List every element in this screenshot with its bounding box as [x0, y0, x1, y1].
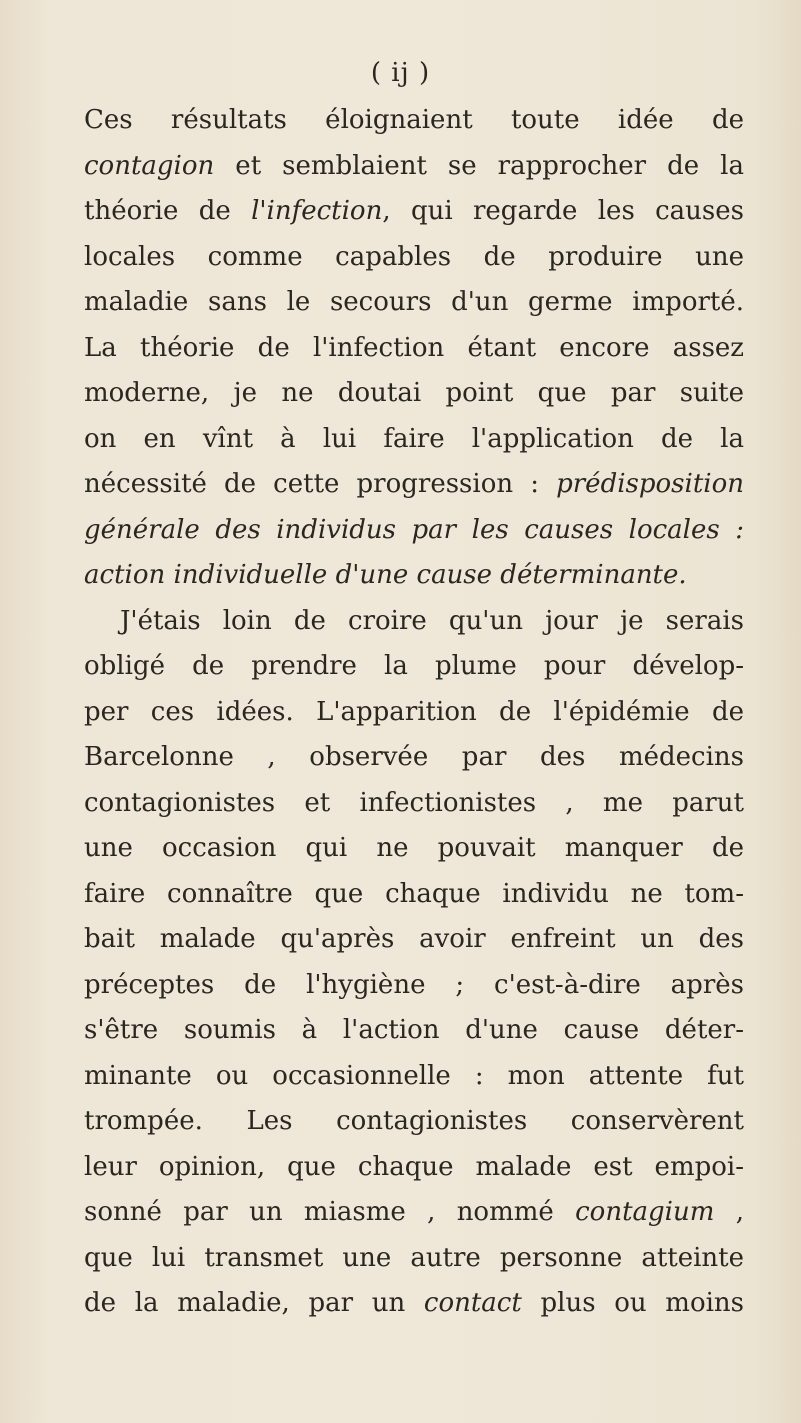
text-line: locales comme capables de produire une: [84, 241, 744, 272]
text-line: préceptes de l'hygiène ; c'est-à-dire après: [84, 969, 744, 1000]
italic-term: contagion: [84, 150, 215, 181]
text-line: obligé de prendre la plume pour dévelop-: [84, 651, 744, 681]
text-line: J'étais loin de croire qu'un jour je serais: [120, 605, 744, 636]
text-line: Barcelonne , observée par des médecins: [84, 742, 744, 772]
text-line: on en vînt à lui faire l'application de la: [84, 423, 744, 454]
text-line: moderne, je ne doutai point que par suite: [84, 378, 744, 408]
text-line: sonné par un miasme , nommé contagium ,: [84, 1197, 744, 1227]
text-line: per ces idées. L'apparition de l'épidémie de: [84, 696, 744, 727]
text-line: théorie de l'infection, qui regarde les causes: [84, 196, 744, 226]
body-text: [84, 98, 744, 1327]
text-line: minante ou occasionnelle : mon attente fut: [84, 1060, 744, 1091]
italic-phrase: générale des individus par les causes locales :: [84, 514, 744, 545]
text-line: Ces résultats éloignaient toute idée de: [84, 105, 744, 135]
text-line: que lui transmet une autre personne atteinte: [84, 1242, 744, 1273]
italic-term: contagium: [575, 1197, 715, 1227]
text-line: La théorie de l'infection étant encore assez: [84, 332, 744, 363]
text-line: [84, 553, 744, 599]
text-line: s'être soumis à l'action d'une cause déter-: [84, 1015, 744, 1045]
text-line: maladie sans le secours d'un germe importé.: [84, 287, 744, 317]
italic-phrase: action individuelle d'une cause déterminante.: [84, 560, 687, 590]
text-line: trompée. Les contagionistes conservèrent: [84, 1106, 744, 1136]
text-line: leur opinion, que chaque malade est empoi-: [84, 1151, 744, 1182]
text-line: contagionistes et infectionistes , me parut: [84, 787, 744, 818]
text-line: de la maladie, par un contact plus ou moins: [84, 1288, 744, 1318]
italic-term: prédisposition: [556, 469, 744, 499]
text-line: bait malade qu'après avoir enfreint un des: [84, 924, 744, 954]
text-line: une occasion qui ne pouvait manquer de: [84, 833, 744, 863]
text-line: contagion et semblaient se rapprocher de la: [84, 150, 744, 181]
text-line: [84, 508, 744, 554]
italic-term: contact: [423, 1288, 522, 1318]
text-line: faire connaître que chaque individu ne tom-: [84, 878, 744, 909]
italic-term: l'infection: [251, 196, 383, 226]
page-folio: ( ij ): [370, 58, 431, 88]
text-line: nécessité de cette progression : prédisposition: [84, 469, 744, 499]
